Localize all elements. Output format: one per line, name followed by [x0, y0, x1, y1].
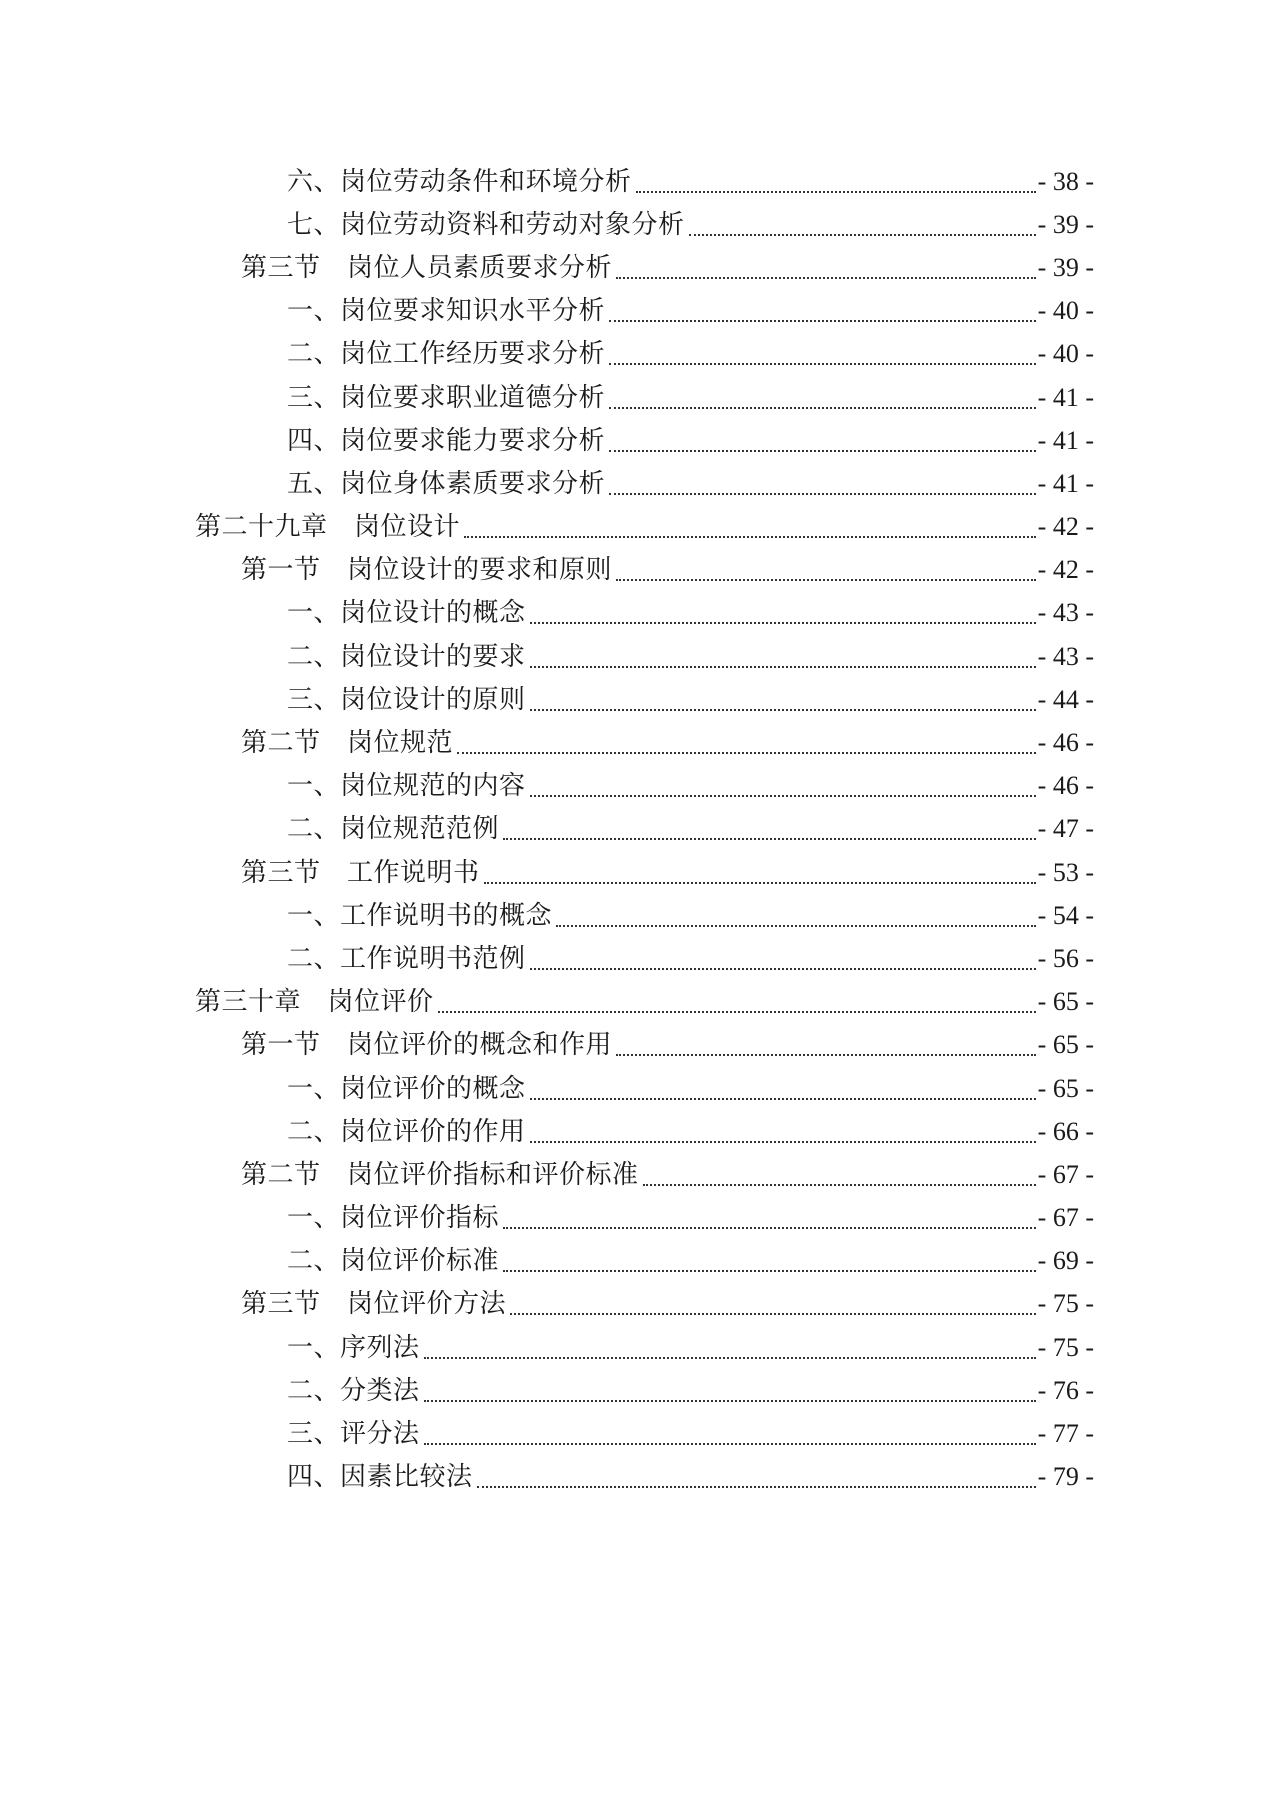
toc-entry-title: 四、岗位要求能力要求分析	[287, 425, 606, 456]
toc-entry-title: 三、岗位要求职业道德分析	[287, 382, 606, 413]
toc-page-number: - 76 -	[1037, 1375, 1094, 1405]
toc-page-number: - 46 -	[1037, 728, 1094, 758]
toc-entry-title: 三、岗位设计的原则	[287, 684, 526, 715]
toc-subsection-entry[interactable]	[0, 160, 1094, 203]
toc-entry-title: 第三十章 岗位评价	[195, 987, 434, 1018]
toc-section-entry[interactable]	[0, 1153, 1094, 1196]
toc-dot-leader	[616, 277, 1036, 279]
toc-dot-leader	[424, 1443, 1036, 1445]
toc-page-number: - 77 -	[1037, 1419, 1094, 1449]
toc-page-number: - 66 -	[1037, 1116, 1094, 1146]
toc-section-entry[interactable]	[0, 851, 1094, 894]
toc-subsection-entry[interactable]	[0, 1412, 1094, 1455]
toc-dot-leader	[609, 450, 1036, 452]
toc-entry-title: 第三节 岗位评价方法	[241, 1289, 507, 1320]
toc-subsection-entry[interactable]	[0, 290, 1094, 333]
toc-page-number: - 65 -	[1037, 1030, 1094, 1060]
toc-section-entry[interactable]	[0, 246, 1094, 289]
toc-dot-leader	[530, 1098, 1036, 1100]
toc-subsection-entry[interactable]	[0, 1197, 1094, 1240]
toc-section-entry[interactable]	[0, 1283, 1094, 1326]
toc-page-number: - 47 -	[1037, 814, 1094, 844]
toc-dot-leader	[464, 536, 1036, 538]
toc-subsection-entry[interactable]	[0, 1240, 1094, 1283]
toc-entry-title: 二、分类法	[287, 1375, 420, 1406]
toc-dot-leader	[503, 1227, 1036, 1229]
toc-dot-leader	[484, 882, 1036, 884]
toc-entry-title: 五、岗位身体素质要求分析	[287, 468, 606, 499]
toc-subsection-entry[interactable]	[0, 894, 1094, 937]
toc-entry-title: 一、岗位评价的概念	[287, 1073, 526, 1104]
toc-entry-title: 三、评分法	[287, 1419, 420, 1450]
toc-chapter-entry[interactable]	[0, 981, 1094, 1024]
toc-page-number: - 65 -	[1037, 1073, 1094, 1103]
toc-page-number: - 54 -	[1037, 900, 1094, 930]
toc-subsection-entry[interactable]	[0, 678, 1094, 721]
toc-page-number: - 67 -	[1037, 1159, 1094, 1189]
toc-section-entry[interactable]	[0, 549, 1094, 592]
toc-entry-title: 第二节 岗位规范	[241, 728, 454, 759]
toc-dot-leader	[530, 709, 1036, 711]
toc-entry-title: 二、工作说明书范例	[287, 943, 526, 974]
toc-dot-leader	[424, 1357, 1036, 1359]
toc-entry-title: 一、工作说明书的概念	[287, 900, 553, 931]
toc-entry-title: 六、岗位劳动条件和环境分析	[287, 166, 632, 197]
toc-page-number: - 40 -	[1037, 339, 1094, 369]
toc-entry-title: 二、岗位工作经历要求分析	[287, 339, 606, 370]
toc-entry-title: 第二节 岗位评价指标和评价标准	[241, 1159, 639, 1190]
toc-dot-leader	[643, 1184, 1036, 1186]
toc-page-number: - 43 -	[1037, 641, 1094, 671]
toc-entry-title: 第三节 工作说明书	[241, 857, 480, 888]
toc-entry-title: 一、序列法	[287, 1332, 420, 1363]
toc-dot-leader	[477, 1486, 1036, 1488]
toc-section-entry[interactable]	[0, 721, 1094, 764]
toc-page-number: - 75 -	[1037, 1289, 1094, 1319]
toc-subsection-entry[interactable]	[0, 1456, 1094, 1499]
table-of-contents	[0, 160, 1280, 1499]
toc-subsection-entry[interactable]	[0, 376, 1094, 419]
toc-dot-leader	[503, 1270, 1036, 1272]
toc-page-number: - 41 -	[1037, 425, 1094, 455]
toc-page-number: - 43 -	[1037, 598, 1094, 628]
toc-subsection-entry[interactable]	[0, 937, 1094, 980]
toc-subsection-entry[interactable]	[0, 592, 1094, 635]
toc-entry-title: 二、岗位规范范例	[287, 814, 500, 845]
toc-dot-leader	[530, 795, 1036, 797]
toc-chapter-entry[interactable]	[0, 506, 1094, 549]
toc-subsection-entry[interactable]	[0, 203, 1094, 246]
toc-entry-title: 一、岗位设计的概念	[287, 598, 526, 629]
toc-subsection-entry[interactable]	[0, 635, 1094, 678]
toc-subsection-entry[interactable]	[0, 333, 1094, 376]
toc-dot-leader	[616, 579, 1036, 581]
toc-subsection-entry[interactable]	[0, 1326, 1094, 1369]
toc-entry-title: 一、岗位要求知识水平分析	[287, 296, 606, 327]
toc-page-number: - 53 -	[1037, 857, 1094, 887]
toc-entry-title: 七、岗位劳动资料和劳动对象分析	[287, 209, 685, 240]
toc-dot-leader	[556, 925, 1036, 927]
toc-subsection-entry[interactable]	[0, 808, 1094, 851]
toc-entry-title: 一、岗位规范的内容	[287, 771, 526, 802]
toc-subsection-entry[interactable]	[0, 1110, 1094, 1153]
toc-entry-title: 四、因素比较法	[287, 1462, 473, 1493]
toc-entry-title: 第三节 岗位人员素质要求分析	[241, 252, 613, 283]
toc-entry-title: 第一节 岗位评价的概念和作用	[241, 1030, 613, 1061]
toc-page-number: - 65 -	[1037, 987, 1094, 1017]
toc-entry-title: 二、岗位评价的作用	[287, 1116, 526, 1147]
toc-page-number: - 41 -	[1037, 468, 1094, 498]
toc-page-number: - 40 -	[1037, 296, 1094, 326]
toc-page-number: - 69 -	[1037, 1246, 1094, 1276]
toc-subsection-entry[interactable]	[0, 765, 1094, 808]
toc-entry-title: 第二十九章 岗位设计	[195, 512, 461, 543]
toc-subsection-entry[interactable]	[0, 462, 1094, 505]
toc-subsection-entry[interactable]	[0, 1369, 1094, 1412]
toc-entry-title: 二、岗位评价标准	[287, 1246, 500, 1277]
toc-dot-leader	[609, 493, 1036, 495]
toc-dot-leader	[609, 363, 1036, 365]
toc-section-entry[interactable]	[0, 1024, 1094, 1067]
toc-dot-leader	[510, 1313, 1036, 1315]
toc-dot-leader	[609, 320, 1036, 322]
toc-entry-title: 第一节 岗位设计的要求和原则	[241, 555, 613, 586]
toc-entry-title: 二、岗位设计的要求	[287, 641, 526, 672]
toc-dot-leader	[530, 622, 1036, 624]
toc-dot-leader	[503, 838, 1036, 840]
toc-page-number: - 46 -	[1037, 771, 1094, 801]
toc-dot-leader	[609, 407, 1036, 409]
toc-dot-leader	[689, 234, 1036, 236]
toc-page-number: - 67 -	[1037, 1203, 1094, 1233]
toc-dot-leader	[616, 1054, 1036, 1056]
toc-page-number: - 39 -	[1037, 252, 1094, 282]
toc-dot-leader	[530, 1141, 1036, 1143]
toc-entry-title: 一、岗位评价指标	[287, 1203, 500, 1234]
toc-dot-leader	[530, 968, 1036, 970]
toc-dot-leader	[636, 191, 1036, 193]
toc-dot-leader	[438, 1011, 1036, 1013]
toc-page-number: - 41 -	[1037, 382, 1094, 412]
toc-dot-leader	[457, 752, 1036, 754]
toc-dot-leader	[530, 666, 1036, 668]
toc-subsection-entry[interactable]	[0, 1067, 1094, 1110]
toc-subsection-entry[interactable]	[0, 419, 1094, 462]
toc-page-number: - 56 -	[1037, 943, 1094, 973]
toc-page-number: - 44 -	[1037, 684, 1094, 714]
toc-page-number: - 42 -	[1037, 512, 1094, 542]
toc-page-number: - 79 -	[1037, 1462, 1094, 1492]
toc-page-number: - 75 -	[1037, 1332, 1094, 1362]
toc-page-number: - 39 -	[1037, 209, 1094, 239]
toc-page-number: - 38 -	[1037, 166, 1094, 196]
toc-page-number: - 42 -	[1037, 555, 1094, 585]
toc-dot-leader	[424, 1400, 1036, 1402]
